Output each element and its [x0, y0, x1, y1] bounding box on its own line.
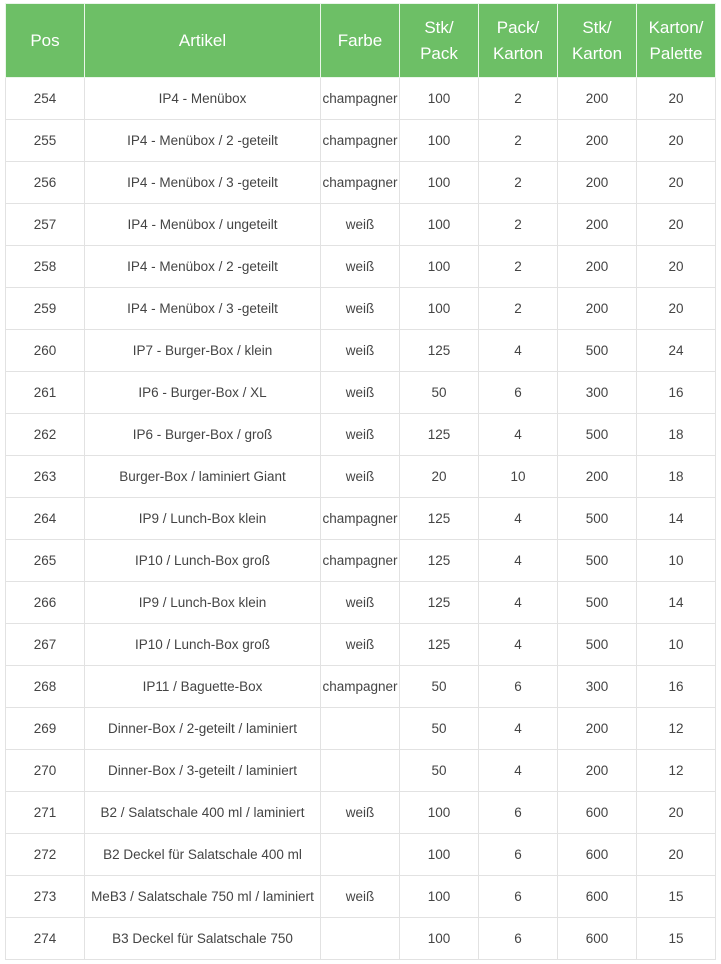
pos-cell: 254: [6, 78, 85, 120]
stk-karton-cell: 200: [558, 288, 637, 330]
karton-palette-cell: 10: [637, 624, 716, 666]
karton-palette-cell: 18: [637, 414, 716, 456]
header-label: Farbe: [337, 30, 383, 50]
header-label: Stk/: [582, 17, 612, 37]
farbe-cell: weiß: [321, 330, 400, 372]
pack-karton-cell: 4: [479, 498, 558, 540]
karton-palette-cell: 16: [637, 666, 716, 708]
table-row: [6, 246, 716, 288]
pos-cell: 260: [6, 330, 85, 372]
product-table: [5, 3, 716, 960]
table-row: [6, 330, 716, 372]
farbe-cell: weiß: [321, 582, 400, 624]
pack-karton-cell: 4: [479, 624, 558, 666]
pack-karton-cell: 4: [479, 582, 558, 624]
stk-karton-cell: 200: [558, 162, 637, 204]
karton-palette-cell: 14: [637, 582, 716, 624]
pack-karton-cell: 4: [479, 330, 558, 372]
farbe-cell: champagner: [321, 498, 400, 540]
table-row: [6, 582, 716, 624]
farbe-cell: champagner: [321, 666, 400, 708]
table-row: [6, 792, 716, 834]
karton-palette-cell: 20: [637, 120, 716, 162]
stk-karton-cell: 500: [558, 540, 637, 582]
table-row: [6, 876, 716, 918]
stk-karton-cell: 600: [558, 792, 637, 834]
stk-pack-cell: 100: [400, 78, 479, 120]
farbe-cell: champagner: [321, 120, 400, 162]
table-row: [6, 918, 716, 960]
stk-karton-cell: 300: [558, 666, 637, 708]
pos-cell: 265: [6, 540, 85, 582]
header-label: Palette: [649, 43, 703, 63]
table-row: [6, 120, 716, 162]
pack-karton-cell: 2: [479, 204, 558, 246]
table-row: [6, 162, 716, 204]
header-col-stk-pack: [400, 4, 479, 78]
karton-palette-cell: 20: [637, 246, 716, 288]
table-row: [6, 414, 716, 456]
pos-cell: 256: [6, 162, 85, 204]
stk-pack-cell: 100: [400, 204, 479, 246]
stk-pack-cell: 125: [400, 624, 479, 666]
table-row: [6, 456, 716, 498]
stk-pack-cell: 50: [400, 750, 479, 792]
stk-karton-cell: 500: [558, 414, 637, 456]
table-header: [6, 4, 716, 78]
farbe-cell: [321, 750, 400, 792]
stk-pack-cell: 100: [400, 288, 479, 330]
farbe-cell: weiß: [321, 792, 400, 834]
artikel-cell: IP9 / Lunch-Box klein: [85, 582, 321, 624]
artikel-cell: IP4 - Menübox / ungeteilt: [85, 204, 321, 246]
header-label: Karton: [571, 43, 623, 63]
stk-pack-cell: 125: [400, 414, 479, 456]
stk-pack-cell: 100: [400, 876, 479, 918]
artikel-cell: IP4 - Menübox / 3 -geteilt: [85, 288, 321, 330]
pos-cell: 263: [6, 456, 85, 498]
header-col-farbe: [321, 4, 400, 78]
stk-karton-cell: 600: [558, 834, 637, 876]
karton-palette-cell: 16: [637, 372, 716, 414]
header-label: Stk/: [424, 17, 454, 37]
header-label: Pack: [420, 43, 458, 63]
farbe-cell: weiß: [321, 456, 400, 498]
artikel-cell: IP4 - Menübox / 2 -geteilt: [85, 120, 321, 162]
karton-palette-cell: 20: [637, 792, 716, 834]
farbe-cell: [321, 834, 400, 876]
table-row: [6, 540, 716, 582]
pack-karton-cell: 4: [479, 540, 558, 582]
artikel-cell: MeB3 / Salatschale 750 ml / laminiert: [85, 876, 321, 918]
karton-palette-cell: 20: [637, 78, 716, 120]
farbe-cell: weiß: [321, 876, 400, 918]
stk-karton-cell: 500: [558, 624, 637, 666]
pos-cell: 258: [6, 246, 85, 288]
karton-palette-cell: 12: [637, 750, 716, 792]
pack-karton-cell: 2: [479, 246, 558, 288]
artikel-cell: IP4 - Menübox / 3 -geteilt: [85, 162, 321, 204]
table-row: [6, 204, 716, 246]
karton-palette-cell: 20: [637, 834, 716, 876]
artikel-cell: IP11 / Baguette-Box: [85, 666, 321, 708]
pack-karton-cell: 6: [479, 834, 558, 876]
header-row: [6, 4, 716, 78]
stk-pack-cell: 100: [400, 246, 479, 288]
pos-cell: 267: [6, 624, 85, 666]
farbe-cell: weiß: [321, 204, 400, 246]
stk-pack-cell: 50: [400, 708, 479, 750]
karton-palette-cell: 20: [637, 204, 716, 246]
stk-pack-cell: 50: [400, 372, 479, 414]
stk-karton-cell: 600: [558, 876, 637, 918]
stk-karton-cell: 200: [558, 204, 637, 246]
artikel-cell: IP7 - Burger-Box / klein: [85, 330, 321, 372]
header-col-stk-karton: [558, 4, 637, 78]
artikel-cell: IP4 - Menübox: [85, 78, 321, 120]
stk-pack-cell: 125: [400, 582, 479, 624]
karton-palette-cell: 10: [637, 540, 716, 582]
pack-karton-cell: 4: [479, 708, 558, 750]
karton-palette-cell: 15: [637, 918, 716, 960]
pack-karton-cell: 4: [479, 414, 558, 456]
farbe-cell: champagner: [321, 78, 400, 120]
artikel-cell: Burger-Box / laminiert Giant: [85, 456, 321, 498]
pos-cell: 257: [6, 204, 85, 246]
stk-pack-cell: 125: [400, 540, 479, 582]
pack-karton-cell: 2: [479, 78, 558, 120]
pos-cell: 274: [6, 918, 85, 960]
pos-cell: 270: [6, 750, 85, 792]
artikel-cell: B2 / Salatschale 400 ml / laminiert: [85, 792, 321, 834]
stk-karton-cell: 500: [558, 330, 637, 372]
farbe-cell: weiß: [321, 372, 400, 414]
pack-karton-cell: 6: [479, 666, 558, 708]
karton-palette-cell: 14: [637, 498, 716, 540]
artikel-cell: IP9 / Lunch-Box klein: [85, 498, 321, 540]
pack-karton-cell: 2: [479, 288, 558, 330]
karton-palette-cell: 15: [637, 876, 716, 918]
farbe-cell: champagner: [321, 540, 400, 582]
stk-karton-cell: 300: [558, 372, 637, 414]
stk-pack-cell: 50: [400, 666, 479, 708]
pack-karton-cell: 4: [479, 750, 558, 792]
artikel-cell: Dinner-Box / 2-geteilt / laminiert: [85, 708, 321, 750]
farbe-cell: weiß: [321, 624, 400, 666]
header-label: Pack/: [496, 17, 540, 37]
pos-cell: 269: [6, 708, 85, 750]
artikel-cell: B2 Deckel für Salatschale 400 ml: [85, 834, 321, 876]
stk-pack-cell: 100: [400, 792, 479, 834]
pos-cell: 262: [6, 414, 85, 456]
karton-palette-cell: 20: [637, 288, 716, 330]
stk-karton-cell: 600: [558, 918, 637, 960]
table-row: [6, 666, 716, 708]
pack-karton-cell: 10: [479, 456, 558, 498]
karton-palette-cell: 24: [637, 330, 716, 372]
pack-karton-cell: 6: [479, 792, 558, 834]
karton-palette-cell: 20: [637, 162, 716, 204]
pack-karton-cell: 2: [479, 162, 558, 204]
table-row: [6, 498, 716, 540]
table-row: [6, 288, 716, 330]
artikel-cell: IP6 - Burger-Box / XL: [85, 372, 321, 414]
header-label: Karton: [492, 43, 544, 63]
artikel-cell: IP10 / Lunch-Box groß: [85, 624, 321, 666]
stk-pack-cell: 20: [400, 456, 479, 498]
farbe-cell: weiß: [321, 288, 400, 330]
stk-karton-cell: 500: [558, 582, 637, 624]
header-label: Pos: [30, 30, 60, 50]
artikel-cell: Dinner-Box / 3-geteilt / laminiert: [85, 750, 321, 792]
pack-karton-cell: 6: [479, 876, 558, 918]
stk-pack-cell: 125: [400, 498, 479, 540]
stk-pack-cell: 100: [400, 162, 479, 204]
pos-cell: 261: [6, 372, 85, 414]
table-row: [6, 78, 716, 120]
pos-cell: 272: [6, 834, 85, 876]
header-col-artikel: [85, 4, 321, 78]
stk-karton-cell: 200: [558, 750, 637, 792]
table-row: [6, 750, 716, 792]
pos-cell: 255: [6, 120, 85, 162]
header-label: Karton/: [648, 17, 704, 37]
pos-cell: 259: [6, 288, 85, 330]
stk-karton-cell: 200: [558, 708, 637, 750]
stk-karton-cell: 200: [558, 456, 637, 498]
farbe-cell: weiß: [321, 246, 400, 288]
pos-cell: 264: [6, 498, 85, 540]
stk-pack-cell: 100: [400, 918, 479, 960]
pack-karton-cell: 2: [479, 120, 558, 162]
stk-karton-cell: 200: [558, 246, 637, 288]
table-body: [6, 78, 716, 960]
pack-karton-cell: 6: [479, 372, 558, 414]
stk-karton-cell: 500: [558, 498, 637, 540]
pos-cell: 271: [6, 792, 85, 834]
table-row: [6, 834, 716, 876]
stk-pack-cell: 100: [400, 834, 479, 876]
header-col-pack-karton: [479, 4, 558, 78]
farbe-cell: weiß: [321, 414, 400, 456]
stk-karton-cell: 200: [558, 78, 637, 120]
artikel-cell: IP10 / Lunch-Box groß: [85, 540, 321, 582]
karton-palette-cell: 12: [637, 708, 716, 750]
product-table-container: [5, 3, 716, 960]
pos-cell: 273: [6, 876, 85, 918]
header-col-karton-palette: [637, 4, 716, 78]
farbe-cell: champagner: [321, 162, 400, 204]
stk-pack-cell: 125: [400, 330, 479, 372]
artikel-cell: IP4 - Menübox / 2 -geteilt: [85, 246, 321, 288]
pack-karton-cell: 6: [479, 918, 558, 960]
karton-palette-cell: 18: [637, 456, 716, 498]
table-row: [6, 708, 716, 750]
artikel-cell: IP6 - Burger-Box / groß: [85, 414, 321, 456]
pos-cell: 266: [6, 582, 85, 624]
header-col-pos: [6, 4, 85, 78]
table-row: [6, 624, 716, 666]
farbe-cell: [321, 918, 400, 960]
farbe-cell: [321, 708, 400, 750]
header-label: Artikel: [178, 30, 227, 50]
stk-karton-cell: 200: [558, 120, 637, 162]
artikel-cell: B3 Deckel für Salatschale 750: [85, 918, 321, 960]
stk-pack-cell: 100: [400, 120, 479, 162]
table-row: [6, 372, 716, 414]
pos-cell: 268: [6, 666, 85, 708]
